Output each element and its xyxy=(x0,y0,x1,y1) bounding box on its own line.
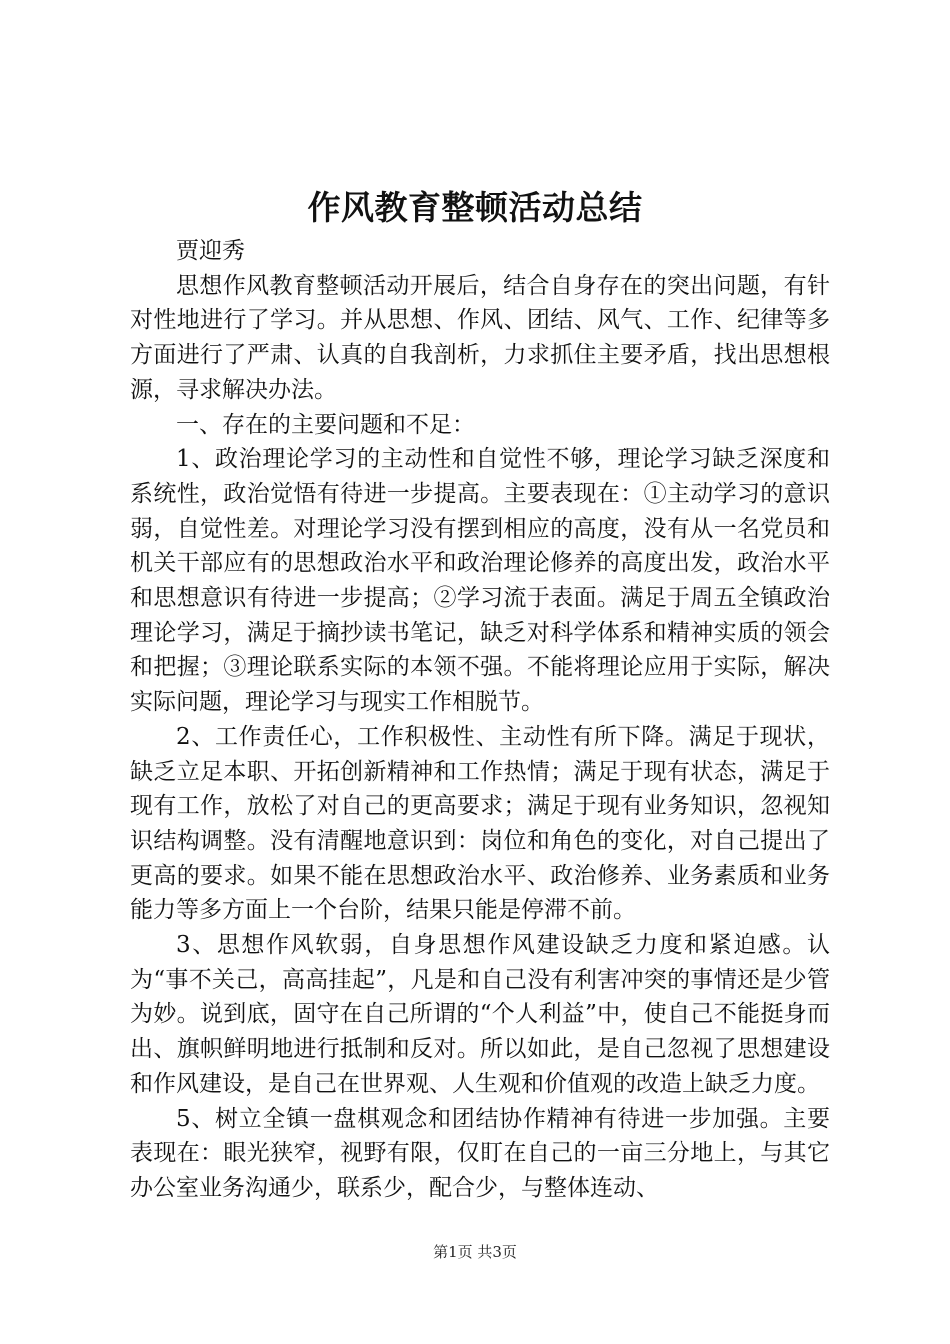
document-body xyxy=(130,234,830,1206)
section-heading: 一、存在的主要问题和不足： xyxy=(176,411,475,438)
paragraph-item-3: 3、思想作风软弱，自身思想作风建设缺乏力度和紧迫感。认为“事不关己，高高挂起”，凡是和自己没有利害冲突的事情还是少管为妙。说到底，固守在自己所谓的“个人利益”中，使自己不能挺身而出、旗帜鲜明地进行抵制和反对。所以如此，是自己忽视了思想建设和作风建设，是自己在世界观、人生观和价值观的改造上缺乏力度。 xyxy=(130,932,830,1097)
paragraph-item-1: 1、政治理论学习的主动性和自觉性不够，理论学习缺乏深度和系统性，政治觉悟有待进一步提高。主要表现在：①主动学习的意识弱，自觉性差。对理论学习没有摆到相应的高度，没有从一名党员和机关干部应有的思想政治水平和政治理论修养的高度出发，政治水平和思想意识有待进一步提高；②学习流于表面。满足于周五全镇政治理论学习，满足于摘抄读书笔记，缺乏对科学体系和精神实质的领会和把握；③理论联系实际的本领不强。不能将理论应用于实际，解决实际问题，理论学习与现实工作相脱节。 xyxy=(130,446,830,716)
page-footer: 第1页 共3页 xyxy=(433,1243,517,1261)
paragraph-intro: 思想作风教育整顿活动开展后，结合自身存在的突出问题，有针对性地进行了学习。并从思想、作风、团结、风气、工作、纪律等多方面进行了严肃、认真的自我剖析，力求抓住主要矛盾，找出思想根源，寻求解决办法。 xyxy=(130,272,830,403)
document-title: 作风教育整顿活动总结 xyxy=(307,188,643,227)
paragraph-item-5: 5、树立全镇一盘棋观念和团结协作精神有待进一步加强。主要表现在：眼光狭窄，视野有限，仅盯在自己的一亩三分地上，与其它办公室业务沟通少，联系少，配合少，与整体连动、 xyxy=(130,1105,830,1201)
author-name: 贾迎秀 xyxy=(176,238,245,264)
paragraph-item-2: 2、工作责任心，工作积极性、主动性有所下降。满足于现状，缺乏立足本职、开拓创新精神和工作热情；满足于现有状态，满足于现有工作，放松了对自己的更高要求；满足于现有业务知识，忽视知识结构调整。没有清醒地意识到：岗位和角色的变化，对自己提出了更高的要求。如果不能在思想政治水平、政治修养、业务素质和业务能力等多方面上一个台阶，结果只能是停滞不前。 xyxy=(130,723,830,924)
